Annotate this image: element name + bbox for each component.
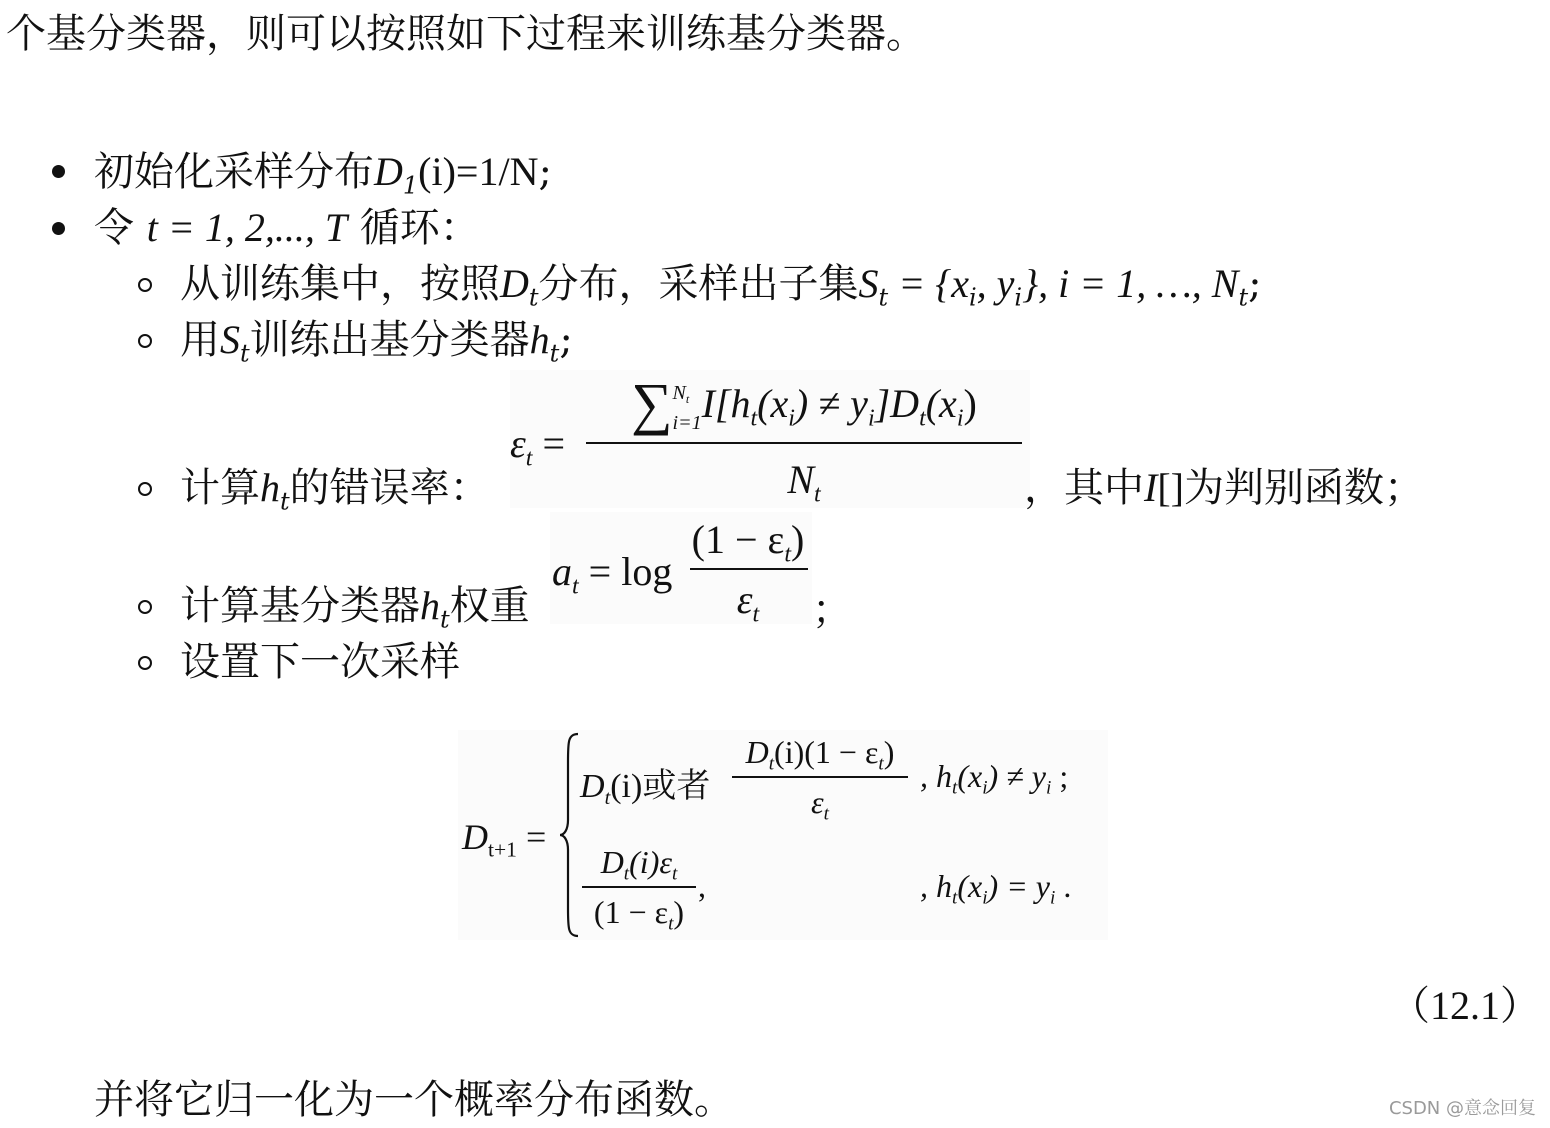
case1-cond-x: (x: [957, 758, 983, 794]
eq-error-num-body: I[h: [701, 381, 751, 426]
sub-bullet-ring: [138, 600, 152, 614]
sample-end: ;: [1248, 261, 1262, 307]
sample-xi: i: [968, 283, 977, 312]
train-prefix: 用: [180, 317, 220, 363]
case1-end: ;: [1051, 758, 1069, 794]
case1-den: ε: [811, 784, 824, 820]
loop-formula: t = 1, 2,..., T: [146, 205, 348, 250]
watermark: CSDN @意念回复: [1388, 1098, 1536, 1119]
eq-weight-den: ε: [736, 577, 753, 622]
sample-set: S: [858, 261, 879, 306]
eq-error-num-ne: ) ≠ y: [794, 381, 868, 426]
eq-error-den: N: [787, 457, 814, 502]
equation-number: （12.1）: [1390, 983, 1540, 1028]
case2-den-sub: t: [668, 913, 674, 935]
case2-comma: ,: [698, 868, 706, 904]
eq-weight-eq: = log: [588, 549, 673, 594]
case1-num-eps-sub: t: [878, 753, 884, 775]
case1-cond-x-sub: i: [982, 777, 988, 799]
eq-weight-den-sub: t: [752, 601, 760, 628]
init-sub: 1: [402, 171, 419, 200]
eq-error-num-D: ]D: [874, 381, 920, 426]
err-h: h: [260, 465, 280, 510]
train-S-sub: t: [240, 339, 250, 368]
eq-error-num-x-sub: i: [788, 405, 795, 432]
init-line: [94, 149, 552, 200]
train-line: [180, 317, 573, 368]
loop-suffix: 循环：: [359, 205, 480, 251]
case2-fraction-bar: [582, 886, 696, 888]
eq-error-lhs: ε: [510, 421, 526, 466]
weight-end: ；: [812, 587, 852, 633]
case1-num: D: [745, 734, 769, 770]
eq-weight-num-sub: t: [784, 541, 792, 568]
err-I: I: [1144, 465, 1158, 510]
sub-bullet-ring: [138, 334, 152, 348]
err-mid: 的错误率：: [289, 465, 490, 511]
eq-error-num-close: ): [963, 381, 977, 426]
sample-yi: i: [1014, 283, 1023, 312]
eq-error-lhs-sub: t: [525, 445, 533, 472]
err-tail: 为判别函数；: [1183, 465, 1424, 511]
eq-error-eq: =: [542, 421, 565, 466]
case1-fraction-bar: [732, 776, 908, 778]
sample-sub: t: [528, 283, 539, 312]
case1-cond: , h: [920, 758, 952, 794]
train-S: S: [220, 317, 240, 362]
case2-end: .: [1055, 868, 1072, 904]
train-h: h: [529, 317, 550, 362]
eq-error-fraction-bar: [586, 442, 1022, 444]
case2-num-eps-sub: t: [671, 863, 678, 885]
eq-error-num-h-sub: t: [750, 405, 758, 432]
case2-cond-x-sub: i: [982, 887, 988, 909]
err-h-sub: t: [280, 487, 290, 516]
err-prefix: 计算: [180, 465, 260, 511]
sample-prefix: 从训练集中，按照: [180, 261, 500, 307]
weight-prefix: 计算基分类器: [180, 583, 420, 629]
eq-error-sum-top: N: [672, 381, 686, 404]
case2-cond-x: (x: [957, 868, 983, 904]
init-end: ;: [538, 149, 552, 195]
err-line: [180, 465, 490, 516]
init-D: D: [374, 149, 403, 194]
eq-update-lhs-sub: t+1: [488, 837, 517, 862]
sample-line: [180, 261, 1262, 312]
eq-error-sum-bottom: i=1: [672, 411, 702, 434]
sub-bullet-ring: [138, 278, 152, 292]
case1-b: (i)或者: [610, 768, 711, 805]
case1-cond-sub: t: [952, 777, 958, 799]
weight-mid: 权重: [449, 583, 530, 629]
intro-text: 个基分类器，则可以按照如下过程来训练基分类器。: [6, 11, 926, 57]
init-text: 初始化采样分布: [94, 149, 374, 195]
case1-num-rest: (i)(1 − ε: [774, 734, 879, 770]
eq-weight-lhs-sub: t: [572, 573, 579, 600]
sample-mid: 分布，采样出子集: [538, 261, 859, 307]
case1-cond-rest: ) ≠ y: [987, 758, 1046, 794]
loop-line: [94, 205, 480, 251]
case1-cond-y-sub: i: [1045, 777, 1052, 799]
eq-weight-num: (1 − ε: [691, 517, 785, 562]
case2-num-sub: t: [623, 863, 630, 885]
train-h-sub: t: [549, 339, 560, 368]
bullet-dot: [52, 222, 65, 235]
weight-h-sub: t: [440, 605, 450, 634]
sub-bullet-ring: [138, 656, 152, 670]
sub-bullet-ring: [138, 482, 152, 496]
case2-cond-sub: t: [952, 887, 958, 909]
case2-num-rest: (i)ε: [629, 844, 672, 880]
sample-set-sub: t: [878, 283, 889, 312]
eq-error-num-y-sub: i: [867, 405, 875, 432]
eq-update-eq: =: [525, 817, 547, 857]
eq-update-lhs: D: [462, 817, 488, 857]
case1-a-sub: t: [604, 787, 611, 810]
case2-num: D: [600, 844, 624, 880]
update-equation: [458, 730, 1108, 940]
left-brace: [558, 732, 582, 938]
eq-error-den-sub: t: [814, 481, 821, 508]
eq-weight-fraction-bar: [690, 568, 808, 570]
eq-error-sum-top-sub: t: [685, 391, 690, 406]
bullet-dot: [52, 165, 65, 178]
loop-prefix: 令: [94, 205, 134, 251]
case2-den: (1 − ε: [593, 894, 669, 930]
eq-error-sum: ∑: [631, 371, 673, 436]
sample-comma: , y: [976, 261, 1015, 306]
closing-text: 并将它归一化为一个概率分布函数。: [94, 1077, 734, 1123]
eq-error-num-Dx-sub: i: [956, 405, 964, 432]
error-equation: [510, 370, 1030, 508]
init-rest: (i)=1/N: [418, 149, 539, 194]
case2-cond: , h: [920, 868, 952, 904]
sample-set-rest: = {x: [888, 261, 969, 306]
eq-error-num-D-sub: t: [919, 405, 926, 432]
case1-num-sub: t: [768, 753, 775, 775]
err-after-line: [1024, 465, 1424, 511]
sample-close: }, i = 1, …, N: [1022, 261, 1239, 306]
weight-equation: [550, 512, 812, 628]
case2-cond-y-sub: i: [1050, 887, 1056, 909]
sample-N-sub: t: [1238, 283, 1249, 312]
eq-error-num-x: (x: [757, 381, 789, 426]
err-brackets: []: [1157, 465, 1184, 510]
sample-D: D: [500, 261, 529, 306]
train-end: ;: [559, 317, 573, 363]
case1-a: D: [580, 768, 605, 805]
case2-den-close: ): [673, 894, 685, 930]
eq-weight-num-close: ): [791, 517, 805, 562]
case1-num-close: ): [883, 734, 895, 770]
case2-cond-rest: ) = y: [987, 868, 1050, 904]
eq-error-num-Dx: (x: [925, 381, 957, 426]
train-mid: 训练出基分类器: [249, 317, 530, 363]
weight-line: [180, 583, 530, 634]
weight-h: h: [420, 583, 440, 628]
err-after: ，其中: [1024, 465, 1144, 511]
next-label: 设置下一次采样: [180, 639, 460, 685]
eq-weight-lhs: a: [552, 549, 572, 594]
case1-den-sub: t: [823, 803, 829, 825]
